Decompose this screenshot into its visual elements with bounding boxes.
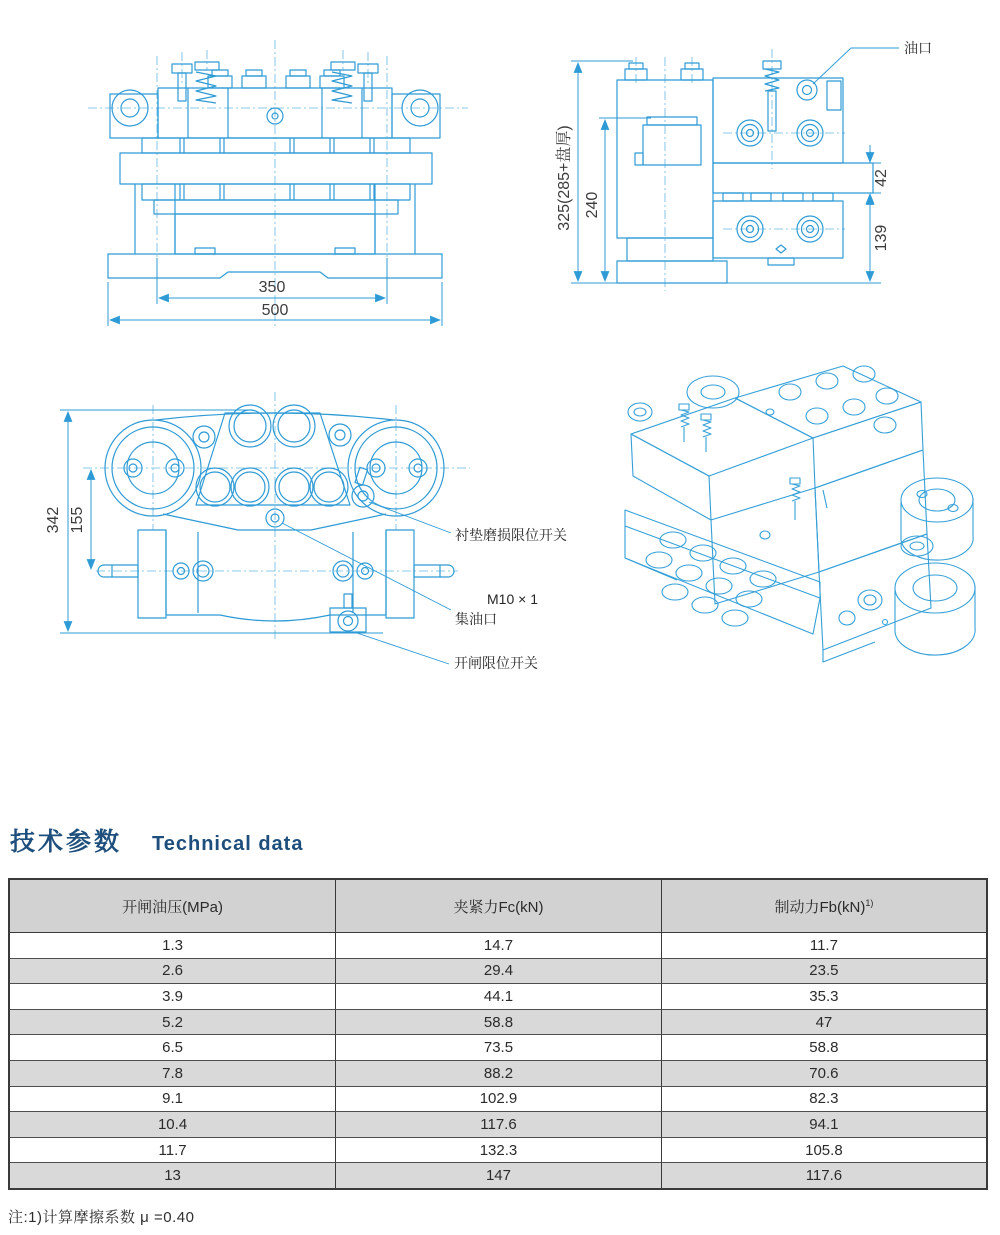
plan-dim-155-label: 155 bbox=[69, 506, 86, 534]
isometric-view-drawing bbox=[585, 350, 995, 695]
cell-clamp: 147 bbox=[336, 1163, 662, 1189]
side-outline bbox=[617, 61, 873, 283]
header-brake-force-superscript: 1) bbox=[865, 897, 874, 908]
cell-pressure: 5.2 bbox=[9, 1009, 336, 1035]
footnote: 注:1)计算摩擦系数 μ =0.40 bbox=[8, 1209, 195, 1226]
cell-clamp: 73.5 bbox=[336, 1035, 662, 1061]
oil-port-label: 油口 bbox=[904, 40, 932, 56]
open-limit-switch-label: 开闸限位开关 bbox=[454, 655, 538, 671]
cell-pressure: 9.1 bbox=[9, 1086, 336, 1112]
table-row bbox=[9, 1035, 987, 1061]
cell-brake: 35.3 bbox=[661, 984, 987, 1010]
cell-pressure: 10.4 bbox=[9, 1112, 336, 1138]
plan-view-drawing bbox=[38, 380, 583, 695]
cell-brake: 11.7 bbox=[661, 933, 987, 959]
cell-pressure: 1.3 bbox=[9, 933, 336, 959]
table-row bbox=[9, 1137, 987, 1163]
side-dim-139-label: 139 bbox=[873, 224, 890, 252]
table-row bbox=[9, 1086, 987, 1112]
front-dim-350-label: 350 bbox=[258, 279, 286, 296]
section-title bbox=[10, 822, 303, 858]
front-view-drawing bbox=[80, 26, 510, 356]
plan-centerlines bbox=[83, 392, 470, 642]
cell-pressure: 11.7 bbox=[9, 1137, 336, 1163]
header-brake-force bbox=[661, 879, 987, 933]
table-row bbox=[9, 958, 987, 984]
front-view-svg bbox=[80, 26, 510, 356]
isometric-view-svg bbox=[585, 350, 995, 695]
side-dim-325-label: 325(285+盘厚) bbox=[556, 125, 573, 231]
plan-outline bbox=[98, 405, 454, 632]
side-centerlines bbox=[636, 49, 845, 291]
thread-spec-label: M10 × 1 bbox=[487, 591, 538, 607]
cell-brake: 23.5 bbox=[661, 958, 987, 984]
cell-clamp: 58.8 bbox=[336, 1009, 662, 1035]
cell-pressure: 13 bbox=[9, 1163, 336, 1189]
cell-pressure: 2.6 bbox=[9, 958, 336, 984]
cell-pressure: 6.5 bbox=[9, 1035, 336, 1061]
oil-collect-port-label: 集油口 bbox=[455, 611, 497, 627]
header-brake-force-text: 制动力Fb(kN) bbox=[774, 898, 866, 916]
cell-brake: 47 bbox=[661, 1009, 987, 1035]
header-oil-pressure: 开闸油压(MPa) bbox=[9, 879, 336, 933]
side-dim-240-label: 240 bbox=[584, 191, 601, 219]
cell-clamp: 132.3 bbox=[336, 1137, 662, 1163]
cell-brake: 58.8 bbox=[661, 1035, 987, 1061]
table-row bbox=[9, 933, 987, 959]
cell-brake: 117.6 bbox=[661, 1163, 987, 1189]
cell-brake: 70.6 bbox=[661, 1060, 987, 1086]
section-title-zh: 技术参数 bbox=[10, 828, 123, 856]
iso-outline bbox=[625, 366, 975, 662]
table-row bbox=[9, 1009, 987, 1035]
cell-pressure: 3.9 bbox=[9, 984, 336, 1010]
table-row bbox=[9, 1112, 987, 1138]
table-row bbox=[9, 1163, 987, 1189]
front-dim-500-label: 500 bbox=[261, 302, 289, 319]
table-row bbox=[9, 984, 987, 1010]
cell-brake: 94.1 bbox=[661, 1112, 987, 1138]
cell-clamp: 14.7 bbox=[336, 933, 662, 959]
cell-clamp: 102.9 bbox=[336, 1086, 662, 1112]
plan-leader-lines bbox=[282, 502, 451, 664]
cell-brake: 82.3 bbox=[661, 1086, 987, 1112]
technical-data-table bbox=[8, 878, 988, 1190]
plan-dimension-lines bbox=[60, 410, 383, 633]
side-dim-42-label: 42 bbox=[873, 169, 890, 187]
cell-pressure: 7.8 bbox=[9, 1060, 336, 1086]
wear-limit-switch-label: 衬垫磨损限位开关 bbox=[455, 527, 567, 543]
cell-clamp: 44.1 bbox=[336, 984, 662, 1010]
cell-brake: 105.8 bbox=[661, 1137, 987, 1163]
cell-clamp: 29.4 bbox=[336, 958, 662, 984]
plan-view-svg bbox=[38, 380, 583, 695]
header-clamp-force: 夹紧力Fc(kN) bbox=[336, 879, 662, 933]
plan-dim-342-label: 342 bbox=[45, 506, 62, 534]
table-header-row bbox=[9, 879, 987, 933]
side-view-svg bbox=[555, 33, 1000, 305]
cell-clamp: 117.6 bbox=[336, 1112, 662, 1138]
section-title-en: Technical data bbox=[152, 833, 304, 855]
table-row bbox=[9, 1060, 987, 1086]
side-view-drawing bbox=[555, 33, 1000, 305]
cell-clamp: 88.2 bbox=[336, 1060, 662, 1086]
